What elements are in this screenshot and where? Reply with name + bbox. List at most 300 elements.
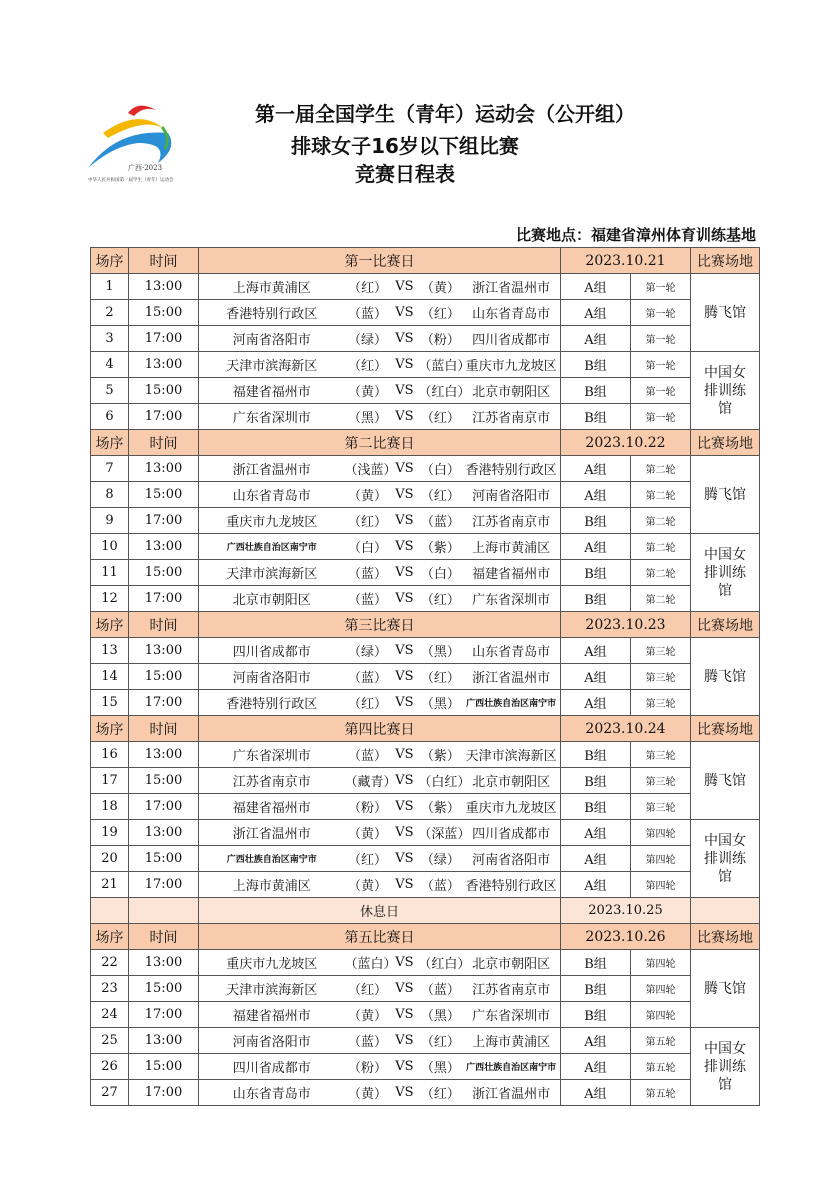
group: B组 — [584, 515, 607, 530]
team-b: 江苏省南京市 — [472, 983, 551, 998]
round: 第一轮 — [645, 308, 676, 320]
table-row — [91, 1028, 760, 1054]
group: A组 — [584, 1087, 607, 1102]
matchup — [199, 378, 560, 403]
group: A组 — [584, 333, 607, 348]
day-name: 第一比赛日 — [344, 253, 415, 270]
vs-label: VS — [395, 357, 414, 372]
round: 第一轮 — [645, 386, 676, 398]
team-a-color: （红） — [348, 983, 388, 998]
team-b-color: （红） — [420, 1035, 460, 1050]
match-time: 13:00 — [144, 747, 183, 762]
match-no: 9 — [105, 513, 114, 528]
match-no: 22 — [101, 955, 118, 970]
team-b-color: （黑） — [420, 645, 460, 660]
table-row — [91, 1054, 760, 1080]
group: A组 — [584, 281, 607, 296]
team-b: 江苏省南京市 — [472, 515, 551, 530]
group: A组 — [584, 1061, 607, 1076]
round: 第二轮 — [645, 542, 676, 554]
group: B组 — [584, 957, 607, 972]
matchup — [199, 1080, 560, 1105]
table-row — [91, 326, 760, 352]
team-b-color: （黑） — [420, 1009, 460, 1024]
table-row — [91, 352, 760, 378]
team-a-color: （粉） — [348, 801, 388, 816]
schedule-table — [90, 247, 760, 1106]
vs-label: VS — [395, 565, 414, 580]
group: A组 — [584, 307, 607, 322]
col-time: 时间 — [149, 721, 178, 738]
match-no: 7 — [105, 461, 114, 476]
match-time: 13:00 — [144, 643, 183, 658]
team-a: 河南省洛阳市 — [232, 671, 311, 686]
team-b-color: （红） — [420, 671, 460, 686]
vs-label: VS — [395, 695, 414, 710]
team-a-color: （黑） — [348, 411, 388, 426]
team-a-color: （红） — [348, 281, 388, 296]
table-row — [91, 456, 760, 482]
col-no: 场序 — [95, 435, 124, 452]
team-b: 上海市黄浦区 — [472, 1035, 551, 1050]
match-no: 15 — [101, 695, 118, 710]
col-no: 场序 — [95, 617, 124, 634]
team-b: 广西壮族自治区南宁市 — [466, 1063, 557, 1073]
matchup — [199, 664, 560, 689]
team-a: 香港特别行政区 — [226, 307, 318, 322]
team-a: 福建省福州市 — [232, 1009, 311, 1024]
col-no: 场序 — [95, 253, 124, 270]
group: A组 — [584, 697, 607, 712]
venue: 中国女排训练馆 — [704, 1040, 747, 1093]
matchup — [199, 326, 560, 351]
table-row — [91, 534, 760, 560]
vs-label: VS — [395, 1033, 414, 1048]
col-time: 时间 — [149, 929, 178, 946]
team-b-color: （红） — [420, 489, 460, 504]
group: A组 — [584, 671, 607, 686]
team-a: 广东省深圳市 — [232, 749, 311, 764]
team-b: 重庆市九龙坡区 — [465, 801, 557, 816]
col-time: 时间 — [149, 617, 178, 634]
vs-label: VS — [395, 591, 414, 606]
vs-label: VS — [395, 409, 414, 424]
team-b-color: （白红） — [418, 775, 471, 790]
matchup — [199, 508, 560, 533]
match-no: 19 — [101, 825, 118, 840]
team-a-color: （红） — [348, 697, 388, 712]
match-time: 13:00 — [144, 955, 183, 970]
day-header-row — [91, 924, 760, 950]
match-no: 5 — [105, 383, 114, 398]
vs-label: VS — [395, 539, 414, 554]
round: 第四轮 — [645, 828, 676, 840]
matchup — [199, 352, 560, 377]
matchup — [199, 976, 560, 1001]
title-line-1: 第一届全国学生（青年）运动会（公开组） — [255, 102, 635, 126]
venue: 腾飞馆 — [704, 772, 747, 789]
col-venue: 比赛场地 — [697, 929, 754, 946]
round: 第五轮 — [645, 1088, 676, 1100]
team-a-color: （蓝） — [348, 749, 388, 764]
match-time: 17:00 — [144, 877, 183, 892]
round: 第一轮 — [645, 360, 676, 372]
team-a: 河南省洛阳市 — [232, 333, 311, 348]
team-a-color: （黄） — [348, 1087, 388, 1102]
match-time: 13:00 — [144, 461, 183, 476]
title-line-3: 竞赛日程表 — [355, 162, 455, 186]
team-a: 山东省青岛市 — [232, 1087, 311, 1102]
team-b-color: （紫） — [420, 541, 460, 556]
vs-label: VS — [395, 877, 414, 892]
day-header-row — [91, 612, 760, 638]
team-b-color: （蓝） — [420, 879, 460, 894]
table-row — [91, 274, 760, 300]
table-row — [91, 742, 760, 768]
team-b: 浙江省温州市 — [472, 281, 551, 296]
round: 第四轮 — [645, 984, 676, 996]
team-a: 上海市黄浦区 — [232, 879, 311, 894]
table-row — [91, 508, 760, 534]
round: 第三轮 — [645, 646, 676, 658]
vs-label: VS — [395, 305, 414, 320]
match-no: 1 — [105, 279, 114, 294]
match-time: 17:00 — [144, 331, 183, 346]
team-a-color: （红） — [348, 853, 388, 868]
team-b: 河南省洛阳市 — [472, 489, 551, 504]
team-b-color: （黑） — [420, 1061, 460, 1076]
team-b-color: （白） — [420, 567, 460, 582]
col-venue: 比赛场地 — [697, 721, 754, 738]
matchup — [199, 846, 560, 871]
col-no: 场序 — [95, 929, 124, 946]
group: A组 — [584, 853, 607, 868]
day-date: 2023.10.21 — [585, 252, 666, 269]
team-a: 重庆市九龙坡区 — [226, 515, 318, 530]
venue: 腾飞馆 — [704, 486, 747, 503]
team-b-color: （红） — [420, 1087, 460, 1102]
group: B组 — [584, 385, 607, 400]
team-a: 天津市滨海新区 — [226, 359, 318, 374]
matchup — [199, 690, 560, 715]
rest-date: 2023.10.25 — [588, 903, 663, 918]
match-no: 3 — [105, 331, 114, 346]
match-time: 17:00 — [144, 409, 183, 424]
team-b: 广西壮族自治区南宁市 — [466, 699, 557, 709]
match-time: 15:00 — [144, 565, 183, 580]
matchup — [199, 1002, 560, 1027]
day-name: 第二比赛日 — [344, 435, 415, 452]
venue: 腾飞馆 — [704, 304, 747, 321]
col-venue: 比赛场地 — [697, 435, 754, 452]
table-row — [91, 1002, 760, 1028]
matchup — [199, 638, 560, 663]
group: A组 — [584, 645, 607, 660]
team-a-color: （藏青） — [344, 775, 397, 790]
round: 第四轮 — [645, 854, 676, 866]
round: 第三轮 — [645, 776, 676, 788]
team-b-color: （紫） — [420, 801, 460, 816]
matchup — [199, 872, 560, 897]
team-b-color: （红白） — [418, 385, 471, 400]
competition-location: 比赛地点：福建省漳州体育训练基地 — [515, 226, 756, 244]
team-b: 四川省成都市 — [472, 827, 551, 842]
matchup — [199, 404, 560, 429]
match-time: 17:00 — [144, 695, 183, 710]
team-a-color: （红） — [347, 359, 387, 374]
team-a: 山东省青岛市 — [232, 489, 311, 504]
team-b-color: （紫） — [420, 749, 460, 764]
vs-label: VS — [395, 461, 414, 476]
group: B组 — [584, 749, 607, 764]
team-a-color: （绿） — [348, 645, 388, 660]
round: 第二轮 — [645, 594, 676, 606]
match-no: 16 — [101, 747, 118, 762]
team-a-color: （蓝） — [348, 593, 388, 608]
team-b: 浙江省温州市 — [472, 671, 551, 686]
team-b-color: （红） — [420, 307, 460, 322]
day-date: 2023.10.26 — [585, 928, 666, 945]
table-row — [91, 872, 760, 898]
match-no: 25 — [101, 1033, 118, 1048]
table-row — [91, 794, 760, 820]
table-row — [91, 846, 760, 872]
matchup — [199, 560, 560, 585]
table-row — [91, 950, 760, 976]
table-row — [91, 378, 760, 404]
table-row — [91, 820, 760, 846]
round: 第二轮 — [645, 516, 676, 528]
vs-label: VS — [395, 1007, 414, 1022]
table-row — [91, 690, 760, 716]
team-b: 香港特别行政区 — [465, 463, 557, 478]
team-a-color: （蓝） — [348, 671, 388, 686]
round: 第四轮 — [645, 880, 676, 892]
group: B组 — [584, 359, 607, 374]
match-no: 10 — [101, 539, 118, 554]
matchup — [199, 586, 560, 611]
team-a-color: （蓝） — [348, 307, 388, 322]
matchup — [199, 1054, 560, 1079]
day-name: 第五比赛日 — [344, 929, 415, 946]
team-b-color: （深蓝） — [418, 827, 471, 842]
col-time: 时间 — [149, 435, 178, 452]
match-no: 20 — [101, 851, 118, 866]
team-b-color: （黑） — [420, 697, 460, 712]
match-time: 17:00 — [144, 799, 183, 814]
day-header-row — [91, 430, 760, 456]
team-b-color: （红白） — [418, 957, 471, 972]
match-time: 13:00 — [144, 1033, 183, 1048]
match-no: 21 — [101, 877, 118, 892]
col-venue: 比赛场地 — [697, 253, 754, 270]
vs-label: VS — [395, 487, 414, 502]
team-a: 江苏省南京市 — [232, 775, 311, 790]
group: B组 — [584, 801, 607, 816]
team-b-color: （红） — [420, 593, 460, 608]
match-no: 8 — [105, 487, 114, 502]
matchup — [199, 794, 560, 819]
day-name: 第三比赛日 — [344, 617, 415, 634]
rest-label: 休息日 — [359, 905, 399, 920]
match-time: 13:00 — [144, 539, 183, 554]
match-time: 15:00 — [144, 851, 183, 866]
matchup — [199, 274, 560, 299]
match-time: 15:00 — [144, 305, 183, 320]
venue: 中国女排训练馆 — [704, 546, 747, 599]
match-time: 15:00 — [144, 383, 183, 398]
team-a: 福建省福州市 — [232, 801, 311, 816]
venue: 中国女排训练馆 — [704, 364, 747, 417]
round: 第三轮 — [645, 698, 676, 710]
match-no: 23 — [101, 981, 118, 996]
team-a: 浙江省温州市 — [232, 463, 311, 478]
round: 第五轮 — [645, 1036, 676, 1048]
team-a-color: （白） — [348, 541, 388, 556]
vs-label: VS — [395, 955, 414, 970]
matchup — [199, 820, 560, 845]
team-a: 四川省成都市 — [232, 1061, 311, 1076]
table-row — [91, 664, 760, 690]
team-b: 河南省洛阳市 — [472, 853, 551, 868]
group: B组 — [584, 775, 607, 790]
match-time: 17:00 — [144, 1085, 183, 1100]
matchup — [199, 742, 560, 767]
match-no: 6 — [105, 409, 114, 424]
vs-label: VS — [395, 279, 414, 294]
venue: 腾飞馆 — [704, 980, 747, 997]
team-b-color: （蓝） — [420, 515, 460, 530]
team-b: 天津市滨海新区 — [465, 749, 557, 764]
matchup — [199, 768, 560, 793]
group: B组 — [584, 411, 607, 426]
team-b: 广东省深圳市 — [472, 1009, 551, 1024]
table-row — [91, 976, 760, 1002]
table-row — [91, 586, 760, 612]
team-b: 北京市朝阳区 — [472, 775, 551, 790]
vs-label: VS — [395, 383, 414, 398]
team-a: 福建省福州市 — [232, 385, 311, 400]
round: 第三轮 — [645, 750, 676, 762]
group: A组 — [584, 1035, 607, 1050]
team-a: 广东省深圳市 — [232, 411, 311, 426]
match-no: 4 — [105, 357, 114, 372]
team-a: 天津市滨海新区 — [226, 567, 318, 582]
round: 第三轮 — [645, 672, 676, 684]
team-a: 香港特别行政区 — [226, 697, 318, 712]
team-b: 广东省深圳市 — [472, 593, 551, 608]
vs-label: VS — [395, 773, 414, 788]
team-a-color: （绿） — [348, 333, 388, 348]
team-b-color: （绿） — [420, 853, 460, 868]
round: 第四轮 — [645, 1010, 676, 1022]
team-a: 浙江省温州市 — [232, 827, 311, 842]
table-row — [91, 404, 760, 430]
team-a-color: （黄） — [348, 1009, 388, 1024]
match-time: 15:00 — [144, 1059, 183, 1074]
team-b: 山东省青岛市 — [472, 645, 551, 660]
match-no: 17 — [101, 773, 118, 788]
round: 第二轮 — [645, 464, 676, 476]
team-a-color: （黄） — [348, 489, 388, 504]
day-header-row — [91, 716, 760, 742]
match-time: 13:00 — [144, 279, 183, 294]
group: B组 — [584, 567, 607, 582]
match-no: 2 — [105, 305, 114, 320]
team-b: 浙江省温州市 — [472, 1087, 551, 1102]
match-time: 17:00 — [144, 591, 183, 606]
team-a: 广西壮族自治区南宁市 — [226, 855, 317, 865]
vs-label: VS — [395, 331, 414, 346]
team-b-color: （粉） — [420, 333, 460, 348]
day-date: 2023.10.23 — [585, 616, 666, 633]
team-a: 天津市滨海新区 — [226, 983, 318, 998]
match-no: 27 — [101, 1085, 118, 1100]
team-a-color: （黄） — [347, 385, 387, 400]
day-date: 2023.10.22 — [585, 434, 666, 451]
matchup — [199, 534, 560, 559]
group: B组 — [584, 1009, 607, 1024]
day-date: 2023.10.24 — [585, 720, 666, 737]
match-time: 15:00 — [144, 487, 183, 502]
team-b: 重庆市九龙坡区 — [465, 359, 557, 374]
match-no: 26 — [101, 1059, 118, 1074]
matchup — [199, 950, 560, 975]
vs-label: VS — [395, 1085, 414, 1100]
match-time: 17:00 — [144, 513, 183, 528]
round: 第四轮 — [645, 958, 676, 970]
match-time: 17:00 — [144, 1007, 183, 1022]
round: 第五轮 — [645, 1062, 676, 1074]
venue: 腾飞馆 — [704, 668, 747, 685]
vs-label: VS — [395, 1059, 414, 1074]
match-time: 15:00 — [144, 773, 183, 788]
matchup — [199, 300, 560, 325]
matchup — [199, 1028, 560, 1053]
round: 第一轮 — [645, 334, 676, 346]
round: 第二轮 — [645, 490, 676, 502]
match-no: 14 — [101, 669, 118, 684]
col-venue: 比赛场地 — [697, 617, 754, 634]
team-a: 重庆市九龙坡区 — [226, 957, 318, 972]
group: B组 — [584, 593, 607, 608]
round: 第一轮 — [645, 412, 676, 424]
table-row — [91, 482, 760, 508]
team-a: 四川省成都市 — [232, 645, 311, 660]
match-no: 12 — [101, 591, 118, 606]
venue: 中国女排训练馆 — [704, 832, 747, 885]
team-a-color: （蓝） — [348, 1035, 388, 1050]
team-a-color: （红） — [348, 515, 388, 530]
vs-label: VS — [395, 851, 414, 866]
table-row — [91, 300, 760, 326]
table-row — [91, 638, 760, 664]
team-a: 上海市黄浦区 — [232, 281, 311, 296]
team-a-color: （蓝白） — [344, 957, 397, 972]
team-a-color: （浅蓝） — [344, 463, 397, 478]
match-time: 15:00 — [144, 669, 183, 684]
vs-label: VS — [395, 513, 414, 528]
match-no: 11 — [101, 565, 118, 580]
team-b: 山东省青岛市 — [472, 307, 551, 322]
team-b: 福建省福州市 — [472, 567, 551, 582]
match-time: 15:00 — [144, 981, 183, 996]
team-a: 广西壮族自治区南宁市 — [226, 543, 317, 553]
vs-label: VS — [395, 669, 414, 684]
team-b: 江苏省南京市 — [472, 411, 551, 426]
match-no: 18 — [101, 799, 118, 814]
team-b: 北京市朝阳区 — [472, 385, 551, 400]
